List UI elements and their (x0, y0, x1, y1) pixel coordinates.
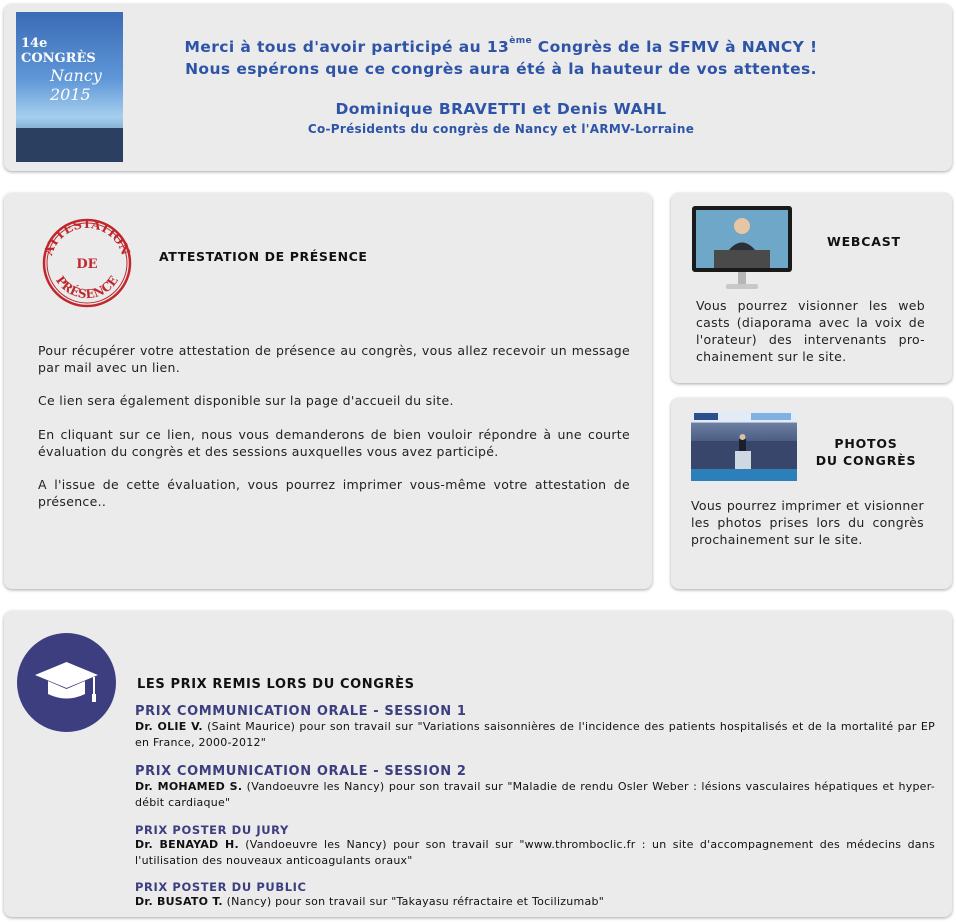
photos-text: Vous pourrez imprimer et visionner les photos prises lors du congrès prochainement sur le site. (691, 498, 924, 547)
prize-item (135, 764, 935, 811)
stamp-text-middle: DE (76, 257, 98, 272)
thanks-line-1-a: Merci à tous d'avoir participé au 13 (184, 38, 510, 56)
poster-city: Nancy 2015 (50, 66, 102, 104)
graduation-cap-shape (17, 633, 116, 732)
prize-name: PRIX COMMUNICATION ORALE - SESSION 1 (135, 704, 467, 719)
prize-winner: Dr. OLIE V. (135, 720, 203, 733)
prize-item (135, 880, 935, 910)
webcast-panel (671, 193, 952, 383)
svg-text:PRÉSENCE (53, 273, 121, 301)
prize-name: PRIX COMMUNICATION ORALE - SESSION 2 (135, 764, 467, 779)
prize-winner: Dr. MOHAMED S. (135, 780, 243, 793)
poster-building (16, 128, 123, 162)
attestation-stamp-icon (37, 218, 137, 308)
attestation-paragraph-3: En cliquant sur ce lien, nous vous demanderons de bien vouloir répondre à une courte évaluation du congrès et des sessions auxquelles vous avez participé. (38, 427, 630, 459)
photos-title-line-2: DU CONGRÈS (815, 453, 917, 468)
prize-desc (135, 719, 935, 751)
stamp-text-top: ATTESTATION (41, 218, 133, 257)
attestation-panel (4, 193, 652, 589)
prize-description: (Vandoeuvre les Nancy) pour son travail sur "www.thromboclic.fr : un site d'accompagnement des médecins dans l'utilisation des nouveaux anticoagulants oraux" (135, 838, 935, 867)
thanks-line-1 (169, 38, 833, 56)
poster-title: 14e CONGRÈS (21, 36, 96, 66)
congress-poster-image[interactable] (16, 12, 123, 162)
thanks-line-2: Nous espérons que ce congrès aura été à la hauteur de vos attentes. (185, 60, 817, 78)
prize-name: PRIX POSTER DU JURY (135, 823, 289, 837)
prize-desc (135, 837, 935, 869)
webcast-monitor-icon[interactable] (692, 206, 792, 292)
prize-item (135, 823, 935, 869)
photos-title-line-1: PHOTOS (834, 436, 898, 451)
prize-description: (Saint Maurice) pour son travail sur "Variations saisonnières de l'incidence des patients hospitalisés et de la mortalité par EP en France, 2000-2012" (135, 720, 935, 749)
signers: Dominique BRAVETTI et Denis WAHL (335, 100, 667, 118)
prize-description: (Nancy) pour son travail sur "Takayasu réfractaire et Tocilizumab" (222, 895, 605, 908)
prizes-panel (4, 611, 952, 917)
photos-title (807, 435, 925, 469)
signer-roles: Co-Présidents du congrès de Nancy et l'ARMV-Lorraine (307, 122, 695, 136)
prize-winner: Dr. BENAYAD H. (135, 838, 239, 851)
prize-winner: Dr. BUSATO T. (135, 895, 223, 908)
attestation-paragraph-1: Pour récupérer votre attestation de présence au congrès, vous allez recevoir un message par mail avec un lien. (38, 343, 630, 375)
photos-panel (671, 398, 952, 589)
graduation-cap-icon (17, 633, 116, 732)
stamp-text-bottom: PRÉSENCE (53, 273, 121, 302)
svg-text:ATTESTATION (41, 218, 133, 258)
prize-description: (Vandoeuvre les Nancy) pour son travail sur "Maladie de rendu Osler Weber : lésions vasculaires hépatiques et hyper-débit cardiaque" (135, 780, 935, 809)
header-panel (4, 4, 952, 171)
webcast-title: WEBCAST (827, 234, 901, 249)
congress-photo-image[interactable] (691, 411, 797, 481)
prize-desc (135, 779, 935, 811)
prize-item (135, 704, 935, 751)
attestation-paragraph-2: Ce lien sera également disponible sur la page d'accueil du site. (38, 393, 454, 408)
congress-photo-scene (691, 411, 797, 481)
thanks-line-1-b: Congrès de la SFMV à NANCY ! (532, 38, 818, 56)
prize-name: PRIX POSTER DU PUBLIC (135, 880, 307, 894)
thanks-line-1-sup: ème (509, 36, 532, 46)
prize-desc (135, 894, 935, 910)
prizes-title: LES PRIX REMIS LORS DU CONGRÈS (137, 677, 415, 692)
attestation-paragraph-4: A l'issue de cette évaluation, vous pourrez imprimer vous-même votre attestation de présence.. (38, 477, 630, 509)
webcast-text: Vous pourrez visionner les web casts (diaporama avec la voix de l'orateur) des intervenants pro-chainement sur le site. (696, 298, 925, 364)
attestation-title: ATTESTATION DE PRÉSENCE (159, 249, 368, 264)
